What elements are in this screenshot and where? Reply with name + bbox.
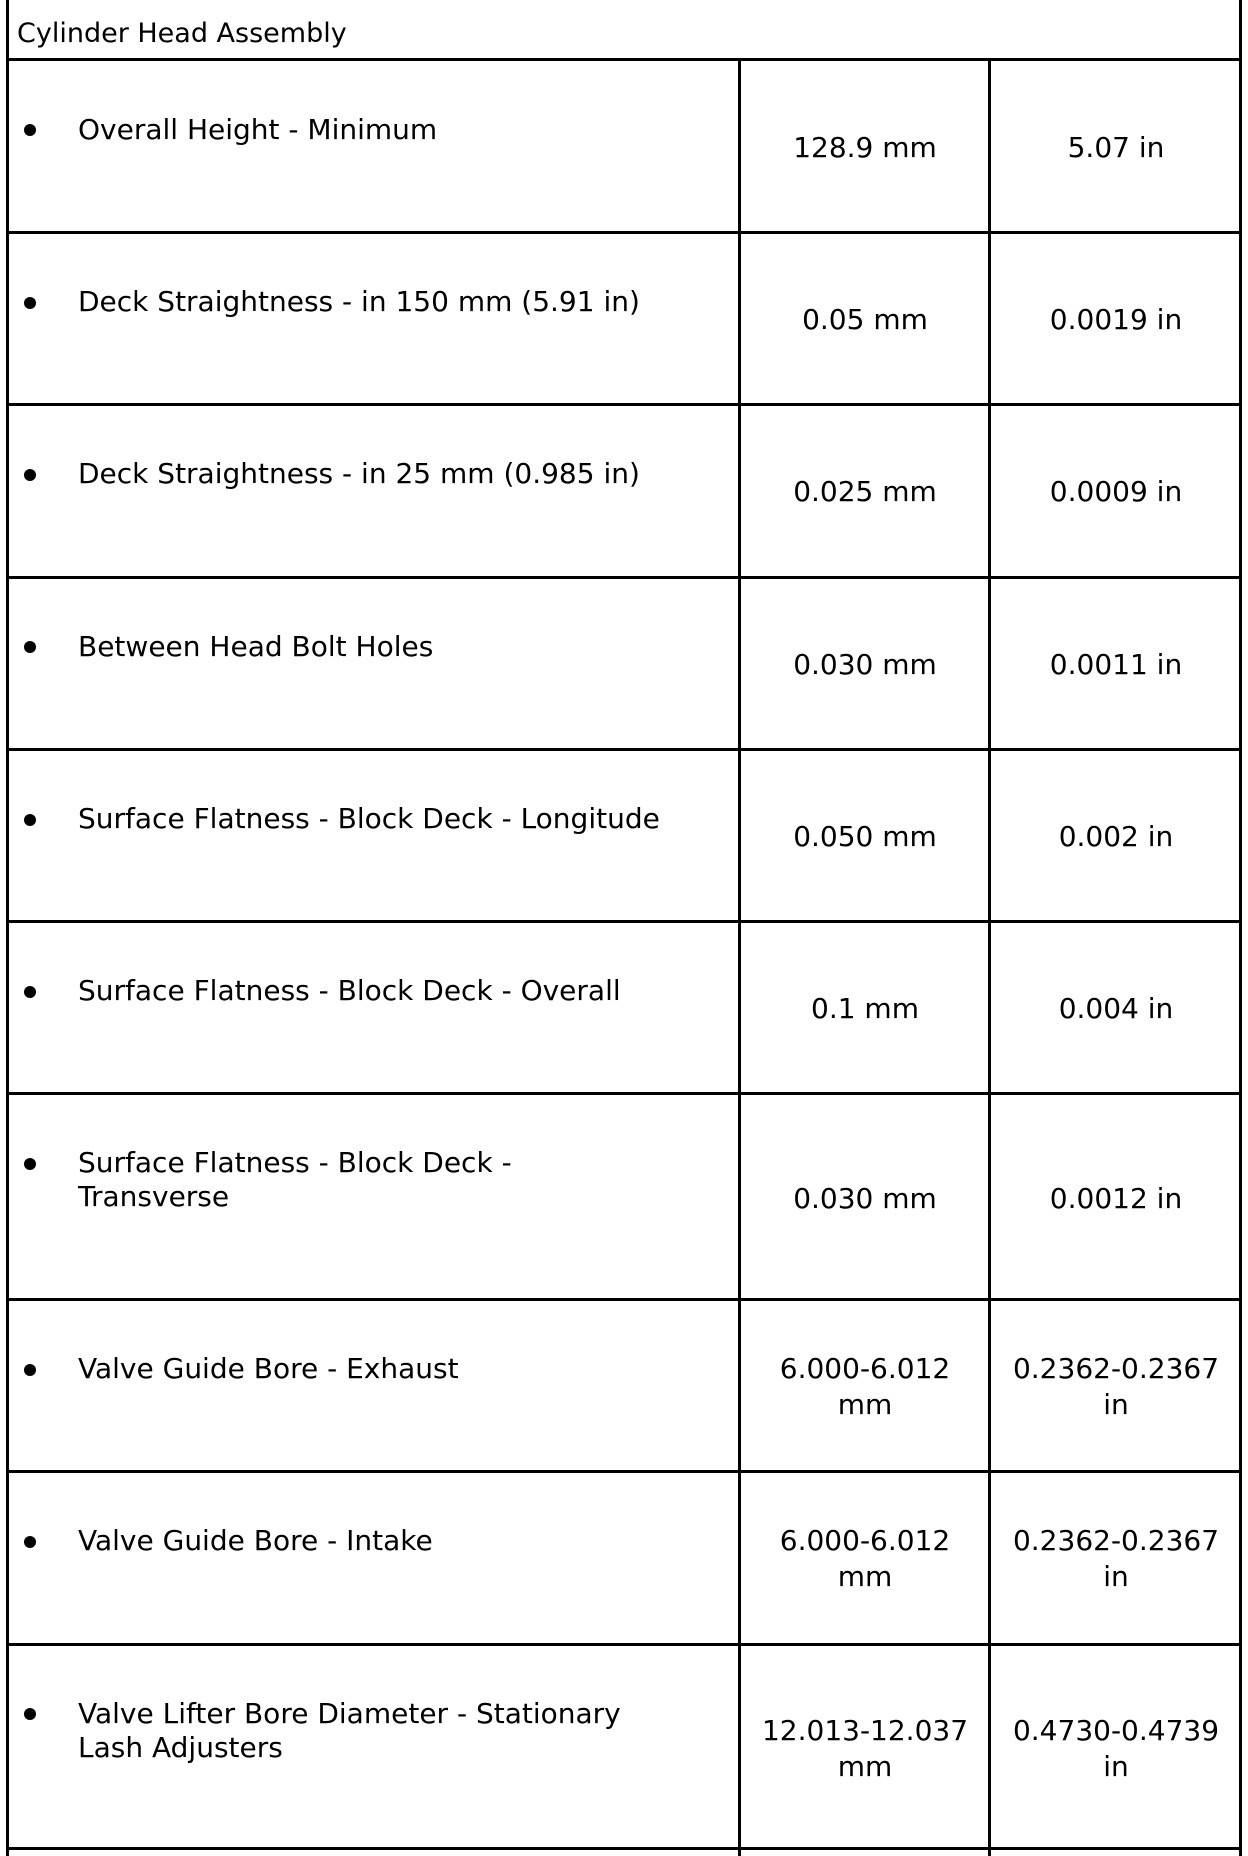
spec-value-imperial: 0.0011 in [1049, 648, 1183, 681]
table-border-left [6, 0, 9, 1856]
row-divider [6, 1847, 1242, 1850]
spec-value-metric: 6.000-6.012 mm [779, 1352, 951, 1421]
spec-label: Between Head Bolt Holes [78, 630, 434, 663]
row-divider [6, 1470, 1242, 1473]
bullet-icon [24, 1364, 36, 1376]
row-divider [6, 1298, 1242, 1301]
spec-label: Valve Guide Bore - Exhaust [78, 1352, 459, 1385]
row-divider [6, 403, 1242, 406]
bullet-icon [24, 124, 36, 136]
section-title: Cylinder Head Assembly [17, 18, 347, 49]
spec-label: Valve Lifter Bore Diameter - Stationary Lash Adjusters [78, 1697, 621, 1764]
row-divider [6, 1092, 1242, 1095]
bullet-icon [24, 1158, 36, 1170]
spec-value-imperial: 0.002 in [1058, 820, 1174, 853]
row-divider [6, 576, 1242, 579]
spec-value-metric: 0.030 mm [793, 1182, 937, 1215]
row-divider [6, 748, 1242, 751]
bullet-icon [24, 297, 36, 309]
spec-label: Surface Flatness - Block Deck - Transverse [78, 1146, 512, 1213]
spec-value-imperial: 0.2362-0.2367 in [1012, 1524, 1220, 1593]
row-divider [6, 1643, 1242, 1646]
spec-value-metric: 6.000-6.012 mm [779, 1524, 951, 1593]
spec-value-imperial: 0.4730-0.4739 in [1012, 1714, 1220, 1783]
bullet-icon [24, 469, 36, 481]
bullet-icon [24, 986, 36, 998]
row-divider [6, 58, 1242, 61]
spec-value-metric: 12.013-12.037 mm [761, 1714, 969, 1783]
bullet-icon [24, 1708, 36, 1720]
spec-value-metric: 0.050 mm [793, 820, 937, 853]
spec-value-imperial: 0.0012 in [1049, 1182, 1183, 1215]
spec-label: Deck Straightness - in 150 mm (5.91 in) [78, 285, 640, 318]
bullet-icon [24, 814, 36, 826]
spec-value-imperial: 0.0019 in [1049, 303, 1183, 336]
spec-label: Surface Flatness - Block Deck - Longitude [78, 802, 660, 835]
spec-value-imperial: 5.07 in [1067, 131, 1165, 164]
bullet-icon [24, 641, 36, 653]
spec-value-metric: 0.030 mm [793, 648, 937, 681]
spec-value-metric: 128.9 mm [793, 131, 937, 164]
row-divider [6, 920, 1242, 923]
spec-value-metric: 0.05 mm [802, 303, 928, 336]
spec-label: Overall Height - Minimum [78, 113, 438, 146]
spec-label: Surface Flatness - Block Deck - Overall [78, 974, 621, 1007]
bullet-icon [24, 1536, 36, 1548]
spec-label: Deck Straightness - in 25 mm (0.985 in) [78, 457, 640, 490]
spec-value-imperial: 0.2362-0.2367 in [1012, 1352, 1220, 1421]
spec-value-imperial: 0.0009 in [1049, 475, 1183, 508]
spec-value-metric: 0.1 mm [811, 992, 919, 1025]
spec-label: Valve Guide Bore - Intake [78, 1524, 433, 1557]
spec-value-metric: 0.025 mm [793, 475, 937, 508]
spec-value-imperial: 0.004 in [1058, 992, 1174, 1025]
row-divider [6, 231, 1242, 234]
